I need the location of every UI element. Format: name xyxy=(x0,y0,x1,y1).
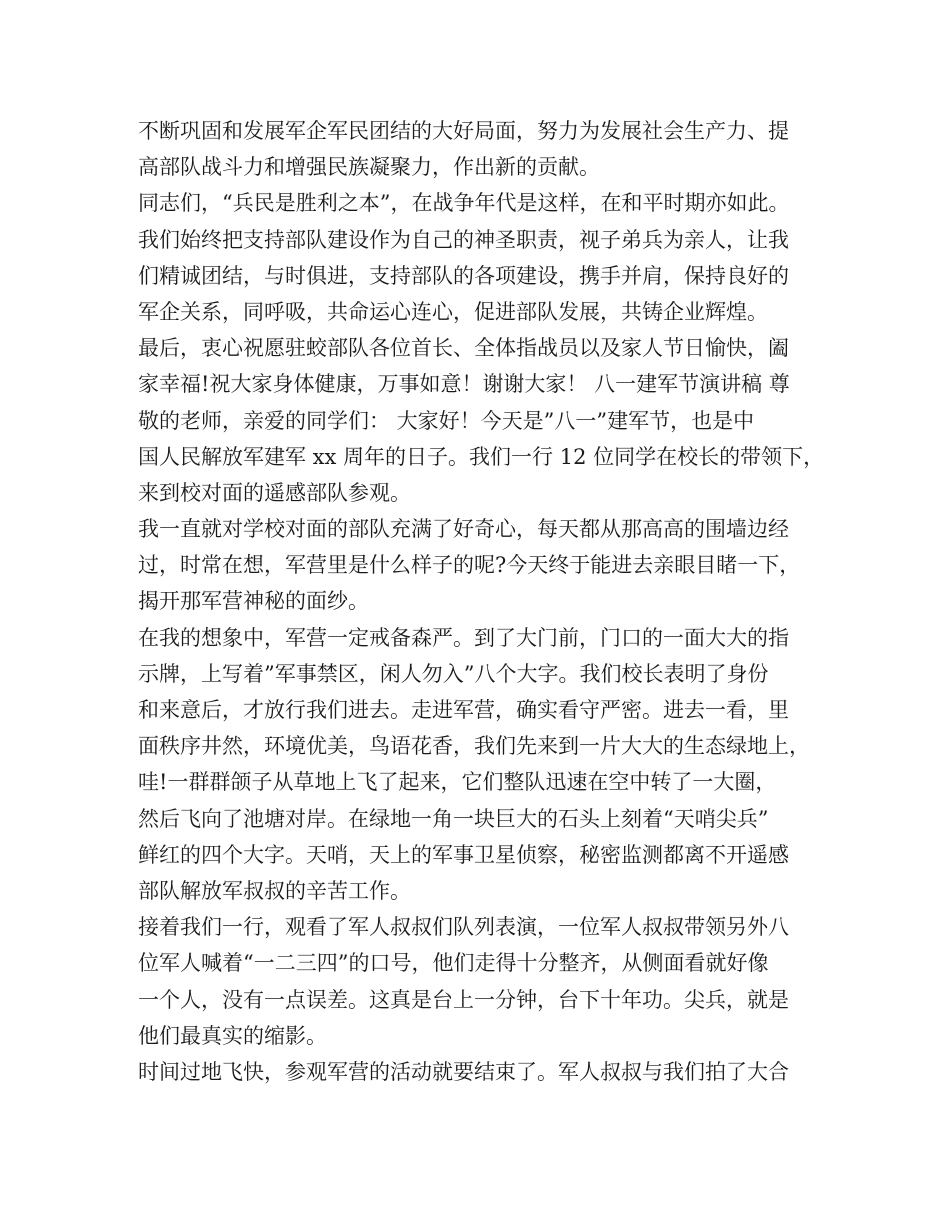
text-line: 高部队战斗力和增强民族凝聚力，作出新的贡献。 xyxy=(138,155,600,180)
text-line: 不断巩固和发展军企军民团结的大好局面，努力为发展社会生产力、提 xyxy=(138,119,789,143)
text-line: 国人民解放军建军 xx 周年的日子。我们一行 12 位同学在校长的带领下， xyxy=(138,444,825,469)
paragraph-1 xyxy=(138,113,828,185)
text-line: 来到校对面的遥感部队参观。 xyxy=(138,480,411,505)
text-line: 部队解放军叔叔的辛苦工作。 xyxy=(138,878,411,903)
text-line: 敬的老师，亲爱的同学们： 大家好！今天是”八一”建军节，也是中 xyxy=(138,408,755,433)
text-line: 同志们，“兵民是胜利之本”，在战争年代是这样，在和平时期亦如此。 xyxy=(138,191,790,216)
text-line: 接着我们一行，观看了军人叔叔们队列表演，一位军人叔叔带领另外八 xyxy=(138,915,789,940)
document-body xyxy=(138,113,828,1090)
text-line: 们精诚团结，与时俱进，支持部队的各项建设，携手并肩，保持良好的 xyxy=(138,263,789,288)
text-line: 哇!一群群颌子从草地上飞了起来，它们整队迅速在空中转了一大圈， xyxy=(138,770,777,795)
text-line: 我一直就对学校对面的部队充满了好奇心，每天都从那高高的围墙边经 xyxy=(138,517,789,542)
paragraph-7 xyxy=(138,1054,828,1090)
paragraph-5 xyxy=(138,620,828,910)
text-line: 他们最真实的缩影。 xyxy=(138,1023,327,1048)
text-line: 鲜红的四个大字。天哨，天上的军事卫星侦察，秘密监测都离不开遥感 xyxy=(138,842,789,867)
text-line: 最后，衷心祝愿驻蛟部队各位首长、全体指战员以及家人节日愉快，阖 xyxy=(138,336,789,361)
text-line: 然后飞向了池塘对岸。在绿地一角一块巨大的石头上刻着“天哨尖兵” xyxy=(138,806,769,831)
text-line: 一个人，没有一点误差。这真是台上一分钟，台下十年功。尖兵，就是 xyxy=(138,987,789,1012)
text-line: 家幸福!祝大家身体健康，万事如意！谢谢大家！ 八一建军节演讲稿 尊 xyxy=(138,372,790,397)
text-line: 过，时常在想，军营里是什么样子的呢?今天终于能进去亲眼目睹一下， xyxy=(138,553,801,578)
text-line: 示牌，上写着”军事禁区，闲人勿入”八个大字。我们校长表明了身份 xyxy=(138,661,769,686)
paragraph-4 xyxy=(138,511,828,620)
paragraph-6 xyxy=(138,909,828,1054)
paragraph-2 xyxy=(138,185,828,330)
text-line: 揭开那军营神秘的面纱。 xyxy=(138,589,369,614)
paragraph-3 xyxy=(138,330,828,511)
text-line: 军企关系，同呼吸，共命运心连心，促进部队发展，共铸企业辉煌。 xyxy=(138,299,768,324)
text-line: 位军人喊着“一二三四”的口号，他们走得十分整齐，从侧面看就好像 xyxy=(138,951,769,976)
text-line: 在我的想象中，军营一定戒备森严。到了大门前，门口的一面大大的指 xyxy=(138,625,789,650)
text-line: 和来意后，才放行我们进去。走进军营，确实看守严密。进去一看，里 xyxy=(138,698,789,722)
text-line: 我们始终把支持部队建设作为自己的神圣职责，视子弟兵为亲人，让我 xyxy=(138,227,789,252)
text-line: 时间过地飞快，参观军营的活动就要结束了。军人叔叔与我们拍了大合 xyxy=(138,1059,789,1084)
text-line: 面秩序井然，环境优美，鸟语花香，我们先来到一片大大的生态绿地上， xyxy=(138,734,810,759)
